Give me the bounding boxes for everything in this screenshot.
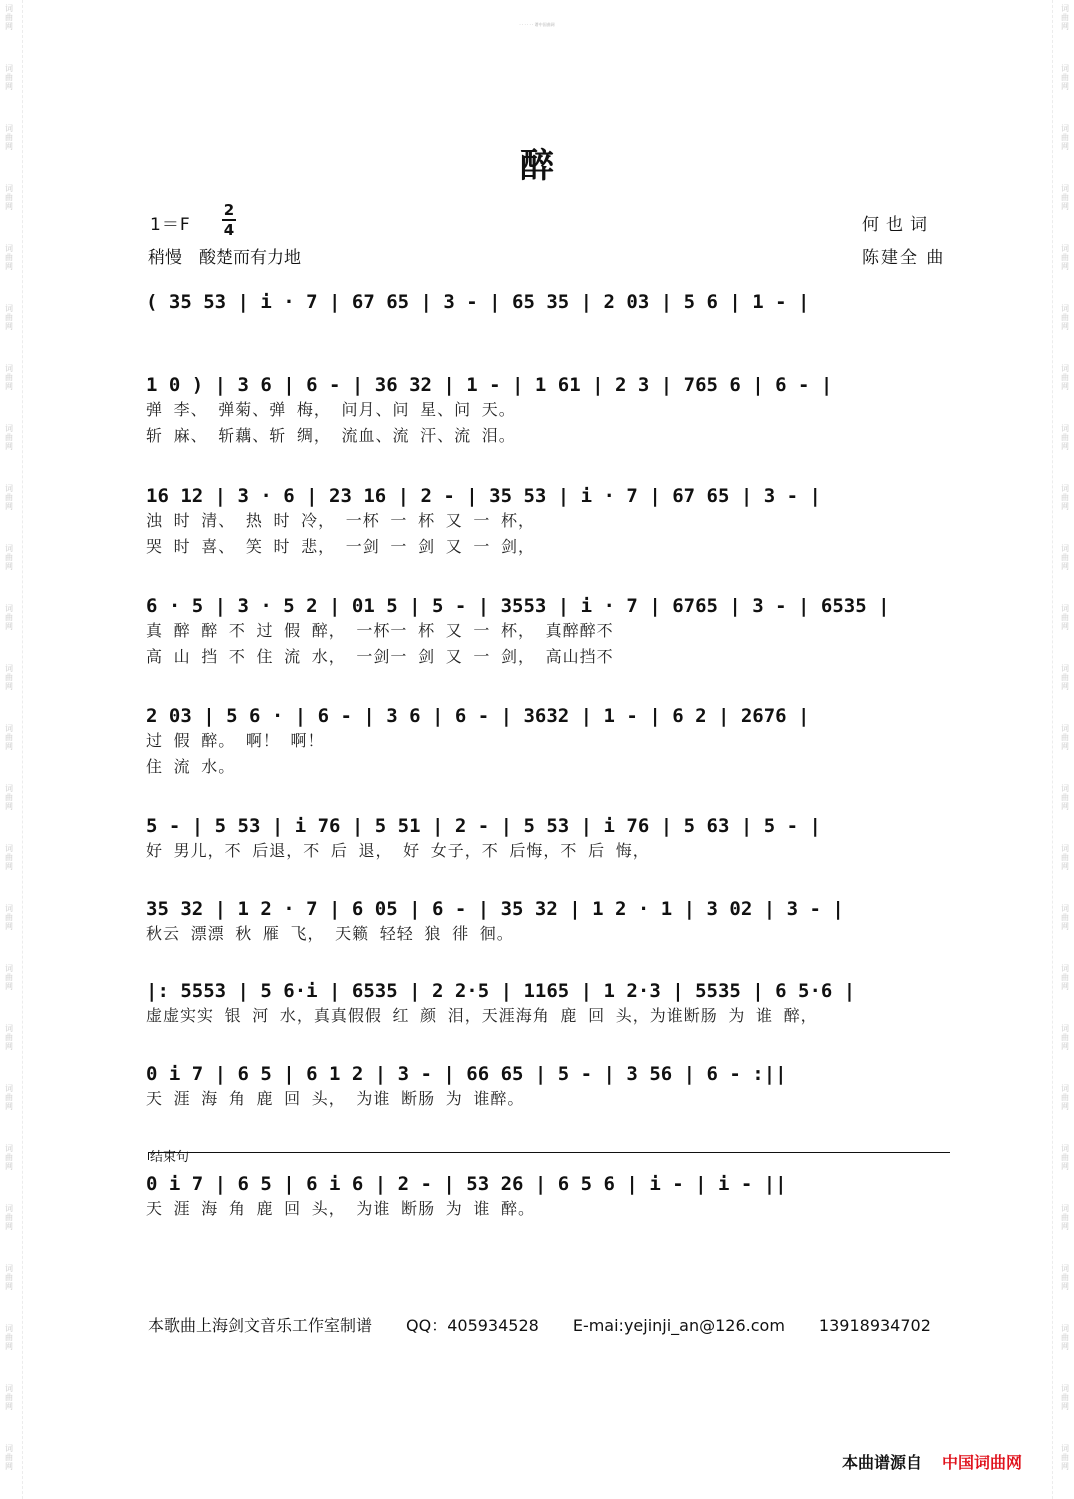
right-watermark-column — [1056, 0, 1074, 1499]
footer-credits — [148, 1313, 965, 1336]
watermark-mark: 词 曲 网 — [1061, 724, 1069, 751]
watermark-mark: 词 曲 网 — [5, 904, 13, 931]
watermark-mark: 词 曲 网 — [5, 304, 13, 331]
watermark-mark: 词 曲 网 — [1061, 604, 1069, 631]
score-system-6 — [146, 814, 966, 864]
watermark-mark: 词 曲 网 — [5, 184, 13, 211]
watermark-mark: 词 曲 网 — [1061, 844, 1069, 871]
lyric-verse-2: 高 山 挡 不 住 流 水， 一剑一 剑 又 一 剑， 高山挡不 — [146, 647, 614, 666]
watermark-mark: 词 曲 网 — [5, 1324, 13, 1351]
right-guide-line — [1052, 0, 1053, 1499]
watermark-mark: 词 曲 网 — [1061, 1324, 1069, 1351]
notation-line: 6 · 5 | 3 · 5 2 | 01 5 | 5 - | 3553 | i · 7 | 6765 | 3 - | 6535 | — [146, 595, 890, 617]
source-label: 本曲谱源自 — [842, 1453, 923, 1472]
footer-email: E-mai:yejinji_an@126.com — [572, 1316, 785, 1335]
notation-line: 5 - | 5 53 | i 76 | 5 51 | 2 - | 5 53 | i 76 | 5 63 | 5 - | — [146, 815, 821, 837]
watermark-mark: 词 曲 网 — [5, 844, 13, 871]
lyric-verse-1: 虚虚实实 银 河 水，真真假假 红 颜 泪，天涯海角 鹿 回 头，为谁断肠 为 谁 醉， — [146, 1006, 818, 1025]
ending-label: 结束句 — [150, 1150, 190, 1165]
watermark-mark: 词 曲 网 — [1061, 1024, 1069, 1051]
notation-line: 0 i 7 | 6 5 | 6 1 2 | 3 - | 66 65 | 5 - | 3 56 | 6 - :|| — [146, 1063, 787, 1085]
lyric-verse-2: 住 流 水。 — [146, 757, 236, 776]
ending-bracket-line — [148, 1152, 950, 1153]
score-system-2 — [146, 373, 966, 449]
lyric-verse-1: 浊 时 清、 热 时 冷， 一杯 一 杯 又 一 杯， — [146, 511, 535, 530]
watermark-mark: 词 曲 网 — [5, 484, 13, 511]
footer-qq: QQ：405934528 — [406, 1316, 539, 1335]
watermark-mark: 词 曲 网 — [1061, 64, 1069, 91]
composer-credit: 陈建全 曲 — [862, 248, 946, 268]
left-guide-line — [22, 0, 23, 1499]
lyric-verse-1: 天 涯 海 角 鹿 回 头， 为谁 断肠 为 谁醉。 — [146, 1089, 525, 1108]
watermark-mark: 词 曲 网 — [5, 604, 13, 631]
footer-studio: 本歌曲上海剑文音乐工作室制谱 — [148, 1316, 373, 1335]
watermark-mark: 词 曲 网 — [5, 544, 13, 571]
notation-line: 2 03 | 5 6 · | 6 - | 3 6 | 6 - | 3632 | 1 - | 6 2 | 2676 | — [146, 705, 810, 727]
lyric-verse-2: 斩 麻、 斩藕、斩 绸， 流血、流 汗、流 泪。 — [146, 426, 516, 445]
score-system-7 — [146, 897, 966, 947]
watermark-mark: 词 曲 网 — [1061, 664, 1069, 691]
watermark-mark: 词 曲 网 — [1061, 544, 1069, 571]
footer-phone: 13918934702 — [818, 1316, 931, 1335]
watermark-mark: 词 曲 网 — [5, 724, 13, 751]
watermark-mark: 词 曲 网 — [5, 964, 13, 991]
watermark-mark: 词 曲 网 — [5, 1384, 13, 1411]
watermark-mark: 词 曲 网 — [1061, 964, 1069, 991]
watermark-mark: 词 曲 网 — [1061, 484, 1069, 511]
score-system-3 — [146, 484, 966, 560]
watermark-mark: 词 曲 网 — [5, 1444, 13, 1471]
notation-line: 1 0 ) | 3 6 | 6 - | 36 32 | 1 - | 1 61 | 2 3 | 765 6 | 6 - | — [146, 374, 833, 396]
watermark-mark: 词 曲 网 — [5, 784, 13, 811]
watermark-mark: 词 曲 网 — [1061, 1204, 1069, 1231]
score-system-4 — [146, 594, 966, 670]
left-watermark-column — [0, 0, 18, 1499]
watermark-mark: 词 曲 网 — [1061, 1264, 1069, 1291]
lyric-verse-1: 好 男儿，不 后退，不 后 退， 好 女子，不 后悔，不 后 悔， — [146, 841, 650, 860]
source-attribution — [842, 1450, 1022, 1473]
lyric-verse-1: 过 假 醉。 啊！ 啊！ — [146, 731, 325, 750]
watermark-mark: 词 曲 网 — [1061, 4, 1069, 31]
watermark-mark: 词 曲 网 — [1061, 1384, 1069, 1411]
notation-line: |: 5553 | 5 6·i | 6535 | 2 2·5 | 1165 | 1 2·3 | 5535 | 6 5·6 | — [146, 980, 856, 1002]
watermark-mark: 词 曲 网 — [5, 1204, 13, 1231]
time-signature-top: 2 — [223, 201, 235, 219]
score-system-8 — [146, 979, 966, 1029]
watermark-mark: 词 曲 网 — [5, 1024, 13, 1051]
time-signature-bottom: 4 — [223, 221, 235, 239]
notation-line: 35 32 | 1 2 · 7 | 6 05 | 6 - | 35 32 | 1 2 · 1 | 3 02 | 3 - | — [146, 898, 844, 920]
lyric-verse-1: 弹 李、 弹菊、弹 梅， 问月、问 星、问 天。 — [146, 400, 516, 419]
watermark-mark: 词 曲 网 — [1061, 904, 1069, 931]
watermark-mark: 词 曲 网 — [1061, 124, 1069, 151]
tempo-marking: 稍慢 酸楚而有力地 — [148, 248, 301, 268]
score-system-5 — [146, 704, 966, 780]
watermark-mark: 词 曲 网 — [1061, 424, 1069, 451]
lyric-verse-1: 天 涯 海 角 鹿 回 头， 为谁 断肠 为 谁 醉。 — [146, 1199, 535, 1218]
watermark-mark: 词 曲 网 — [5, 364, 13, 391]
top-tiny-caption: · · · · · · 谱中国曲网 — [519, 22, 555, 27]
watermark-mark: 词 曲 网 — [5, 244, 13, 271]
watermark-mark: 词 曲 网 — [1061, 1444, 1069, 1471]
score-system-ending — [146, 1172, 966, 1222]
watermark-mark: 词 曲 网 — [5, 664, 13, 691]
source-site-link[interactable]: 中国词曲网 — [942, 1453, 1023, 1472]
watermark-mark: 词 曲 网 — [1061, 364, 1069, 391]
watermark-mark: 词 曲 网 — [1061, 1084, 1069, 1111]
lyric-verse-1: 秋云 漂漂 秋 雁 飞， 天籁 轻轻 狼 徘 徊。 — [146, 924, 514, 943]
notation-line: ( 35 53 | i · 7 | 67 65 | 3 - | 65 35 | 2 03 | 5 6 | 1 - | — [146, 291, 810, 313]
score-system-9 — [146, 1062, 966, 1112]
song-title: 醉 — [520, 146, 554, 186]
ending-bracket-tick — [148, 1152, 149, 1160]
watermark-mark: 词 曲 网 — [1061, 184, 1069, 211]
watermark-mark: 词 曲 网 — [5, 64, 13, 91]
watermark-mark: 词 曲 网 — [1061, 784, 1069, 811]
watermark-mark: 词 曲 网 — [5, 4, 13, 31]
time-signature — [222, 202, 236, 238]
watermark-mark: 词 曲 网 — [1061, 304, 1069, 331]
watermark-mark: 词 曲 网 — [5, 424, 13, 451]
notation-line: 0 i 7 | 6 5 | 6 i 6 | 2 - | 53 26 | 6 5 6 | i - | i - || — [146, 1173, 787, 1195]
lyricist-credit: 何也词 — [862, 215, 934, 235]
lyric-verse-1: 真 醉 醉 不 过 假 醉， 一杯一 杯 又 一 杯， 真醉醉不 — [146, 621, 614, 640]
watermark-mark: 词 曲 网 — [5, 1144, 13, 1171]
key-signature: 1＝F — [150, 215, 191, 235]
watermark-mark: 词 曲 网 — [5, 1084, 13, 1111]
watermark-mark: 词 曲 网 — [1061, 244, 1069, 271]
score-system-1 — [146, 290, 966, 314]
watermark-mark: 词 曲 网 — [5, 124, 13, 151]
watermark-mark: 词 曲 网 — [1061, 1144, 1069, 1171]
lyric-verse-2: 哭 时 喜、 笑 时 悲， 一剑 一 剑 又 一 剑， — [146, 537, 535, 556]
watermark-mark: 词 曲 网 — [5, 1264, 13, 1291]
notation-line: 16 12 | 3 · 6 | 23 16 | 2 - | 35 53 | i · 7 | 67 65 | 3 - | — [146, 485, 821, 507]
